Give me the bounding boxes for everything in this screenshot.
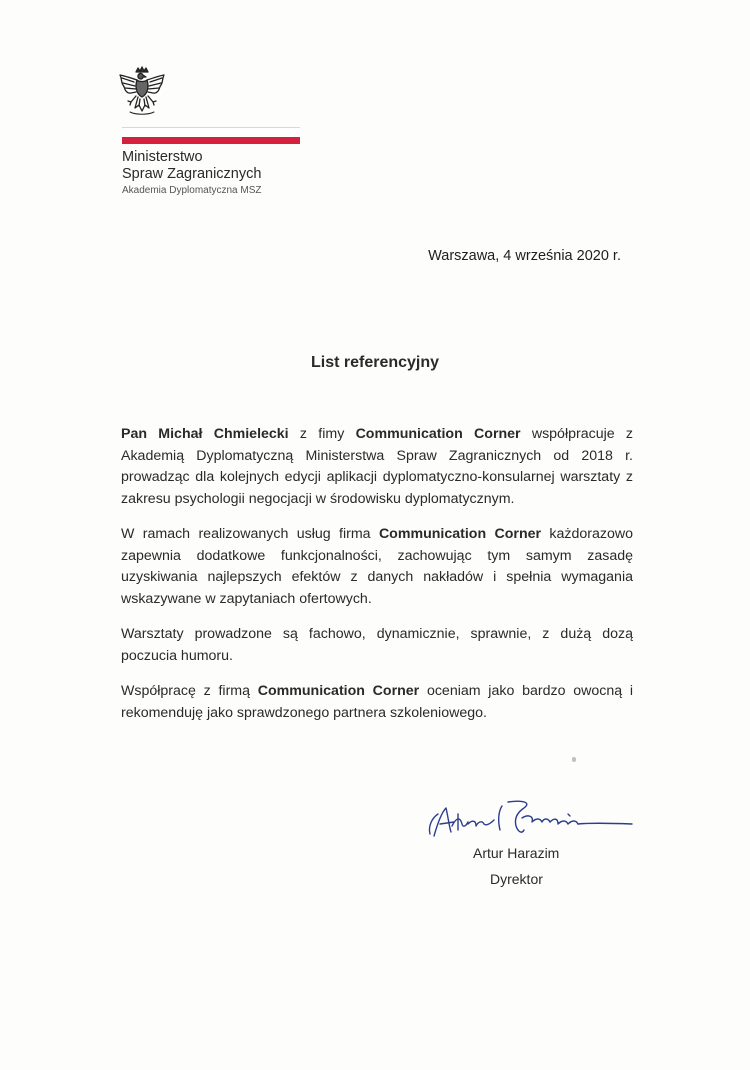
paragraph-2: [121, 524, 633, 610]
ministry-name-line1: Ministerstwo: [122, 149, 203, 165]
paragraph-1-text-b: współpracuje z Akademią Dyplomatyczną Ministerstwa Spraw Zagranicznych od 2018 r. prowadząc dla kolejnych edycji aplikacji dyplomatyczno-konsularnej warsztaty z zakresu psychologii negocjacji w środowisku dyplomatycznym.: [121, 426, 633, 507]
paragraph-4-text-b: oceniam jako bardzo owocną i rekomenduję jako sprawdzonego partnera szkoleniowego.: [121, 683, 633, 721]
handwritten-signature: [418, 796, 648, 848]
paragraph-1-text-a: z fimy: [288, 426, 356, 442]
paragraph-1: [121, 424, 633, 510]
academy-name: Akademia Dyplomatyczna MSZ: [122, 185, 262, 197]
paragraph-2-text-b: każdorazowo zapewnia dodatkowe funkcjonalności, zachowując tym samym zasadę uzyskiwania najlepszych efektów z danych nakładów i spełnia wymagania wskazywane w zapytaniach ofertowych.: [121, 526, 634, 607]
polish-eagle-emblem-icon: [118, 66, 166, 120]
letter-title: List referencyjny: [310, 354, 440, 371]
ministry-name-line2: Spraw Zagranicznych: [122, 165, 262, 182]
signatory-role: Dyrektor: [490, 871, 543, 887]
paragraph-3: Warsztaty prowadzone są fachowo, dynamicznie, sprawnie, z dużą dozą poczucia humoru.: [121, 626, 633, 664]
letterhead: [122, 149, 262, 197]
company-name: Communication Corner: [355, 426, 521, 442]
company-name: Communication Corner: [378, 526, 542, 542]
letter-body: [121, 424, 633, 738]
flag-white-band: [122, 127, 300, 137]
person-name: Pan Michał Chmielecki: [121, 426, 289, 442]
polish-flag-bar: [122, 127, 300, 144]
flag-red-band: [122, 137, 300, 144]
signatory-name: Artur Harazim: [473, 845, 560, 861]
paragraph-4-text-a: Współpracę z firmą: [121, 683, 258, 699]
scan-speck: [572, 757, 576, 762]
letter-date: Warszawa, 4 września 2020 r.: [428, 248, 621, 264]
paragraph-4: [121, 681, 633, 724]
company-name: Communication Corner: [257, 683, 420, 699]
paragraph-2-text-a: W ramach realizowanych usług firma: [121, 526, 379, 542]
